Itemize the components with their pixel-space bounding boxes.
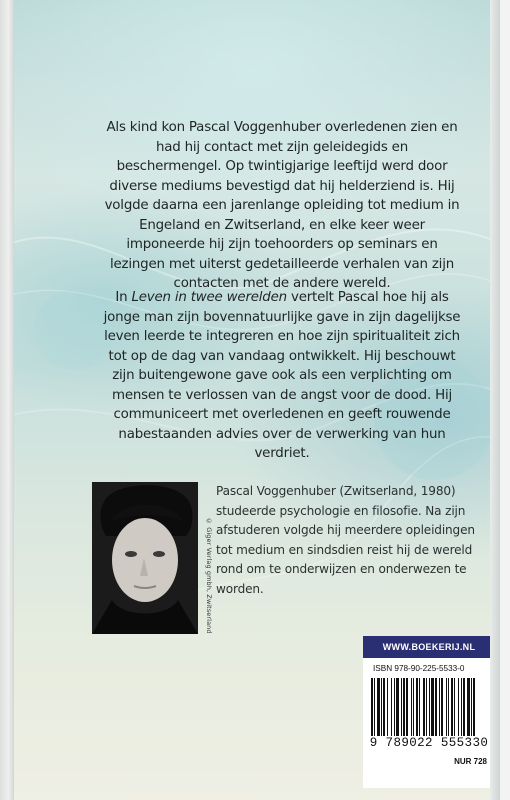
page-block-edge — [0, 0, 15, 800]
description-paragraph-1: Als kind kon Pascal Voggenhuber overledenen zien en had hij contact met zijn geleidegids en beschermengel. Op twintigjarige leeftijd werd door diverse mediums bevestigd dat hij helderziend is. Hij volgde daarna een jarenlange opleiding tot medium in Engeland en Zwitserland, en elke keer weer imponeerde hij zijn toehoorders op seminars en lezingen met uiterst gedetailleerde verhalen van zijn contacten met de andere wereld. — [104, 120, 460, 291]
author-bio: Pascal Voggenhuber (Zwitserland, 1980) studeerde psychologie en filosofie. Na zijn afstuderen volgde hij meerdere opleidingen tot medium en sindsdien reist hij de wereld rond om te onderwijzen en onderwezen te worden. — [216, 484, 475, 596]
barcode-area — [363, 658, 495, 788]
barcode-digits: 9 789022 555330 — [369, 736, 489, 750]
author-photo — [92, 482, 198, 634]
paragraph-2-prefix: In — [115, 290, 132, 305]
isbn-label: ISBN 978-90-225-5533-0 — [373, 664, 465, 673]
description-paragraph-2 — [102, 288, 462, 464]
paragraph-2-body: vertelt Pascal hoe hij als jonge man zijn bovennatuurlijke gave in zijn dagelijkse leven leerde te integreren en hoe zijn spiritualiteit zich tot op de dag van vandaag ontwikkelt. Hij beschouwt zijn buitengewone gave ook als een verplichting om mensen te verlossen van de angst voor de dood. Hij communiceert met overledenen en geeft rouwende nabestaanden advies over de verwerking van hun verdriet. — [103, 290, 461, 461]
cover-right-edge — [490, 0, 500, 800]
publisher-url: WWW.BOEKERIJ.NL — [363, 636, 495, 658]
nur-code: NUR 728 — [454, 757, 487, 766]
barcode-bars — [371, 678, 487, 736]
book-title: Leven in twee werelden — [131, 290, 287, 305]
photo-credit: © Giger Verlag gmbh, Zwitserland — [205, 517, 213, 634]
barcode-panel — [363, 636, 495, 788]
back-cover — [14, 0, 500, 800]
